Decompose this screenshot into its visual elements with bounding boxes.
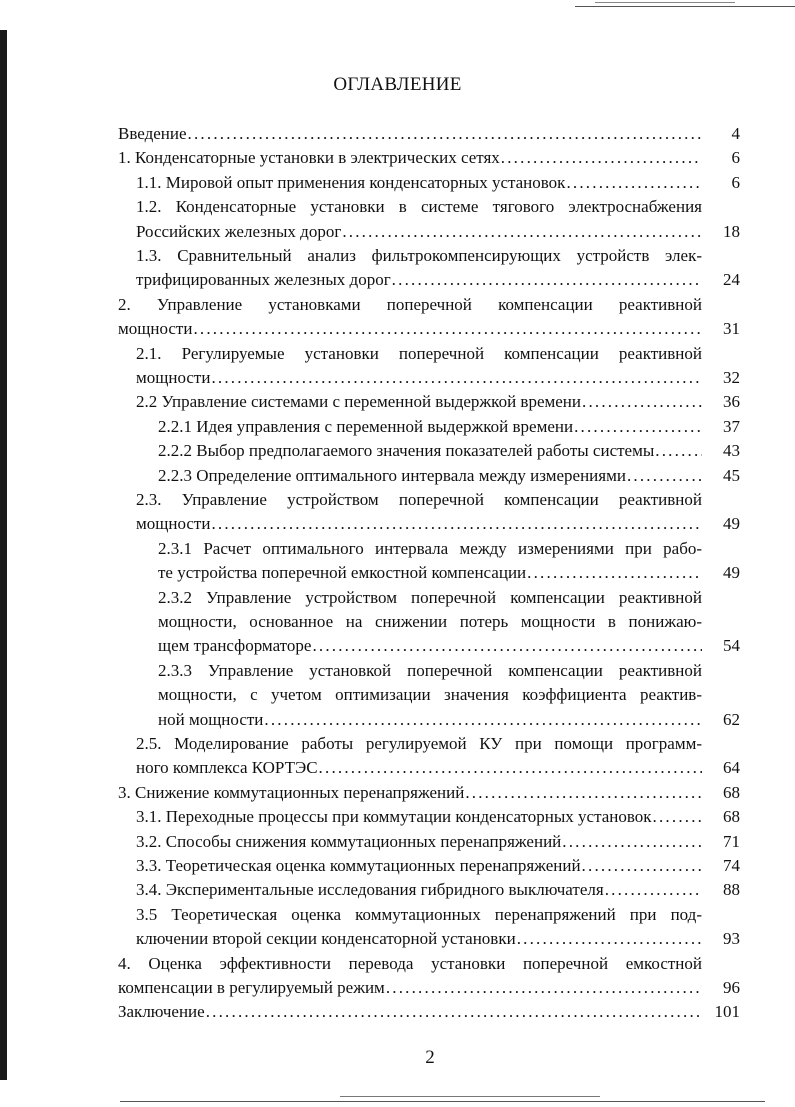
toc-entry-label: 3.2. Способы снижения коммутационных перенапряжений xyxy=(136,831,562,851)
dot-leader xyxy=(342,220,702,244)
scan-artifact-line-bottom-2 xyxy=(340,1096,600,1098)
toc-entry[interactable] xyxy=(118,244,740,293)
dot-leader xyxy=(211,512,702,536)
toc-entry-line xyxy=(158,561,702,585)
dot-leader xyxy=(193,317,702,341)
toc-entry-text xyxy=(136,732,702,781)
toc-entry[interactable] xyxy=(118,903,740,952)
toc-entry-text xyxy=(158,464,702,488)
dot-leader xyxy=(211,366,702,390)
toc-entry-text xyxy=(136,805,702,829)
scan-artifact-line-top-2 xyxy=(595,2,735,4)
toc-entry-text xyxy=(118,146,702,170)
toc-entry-label: 4. Оценка эффективности перевода установки поперечной емкостной xyxy=(118,953,702,973)
dot-leader xyxy=(582,854,702,878)
toc-entry-line xyxy=(118,781,702,805)
toc-entry-line xyxy=(118,976,702,1000)
toc-entry-line xyxy=(158,634,702,658)
toc-entry-text xyxy=(136,488,702,537)
dot-leader xyxy=(206,1000,702,1024)
toc-entry-label: мощности, с учетом оптимизации значения коэффициента реактив- xyxy=(158,685,702,705)
toc-entry-text xyxy=(158,439,702,463)
toc-entry-label: 2.3.3 Управление установкой поперечной компенсации реактивной xyxy=(158,660,702,680)
toc-page-number: 37 xyxy=(723,416,740,436)
toc-entry[interactable] xyxy=(118,952,740,1001)
toc-entry-line xyxy=(136,366,702,390)
toc-page-number: 43 xyxy=(723,441,740,461)
dot-leader xyxy=(517,927,702,951)
toc-page-number: 93 xyxy=(723,929,740,949)
toc-entry[interactable] xyxy=(118,146,740,170)
toc-page-number: 68 xyxy=(723,782,740,802)
toc-entry-text xyxy=(136,903,702,952)
toc-entry-line xyxy=(136,756,702,780)
toc-entry[interactable] xyxy=(118,415,740,439)
toc-entry-label: 2.3. Управление устройством поперечной компенсации реактивной xyxy=(136,490,702,510)
toc-entry-line xyxy=(136,805,702,829)
dot-leader xyxy=(566,171,702,195)
toc-entry[interactable] xyxy=(118,293,740,342)
toc-entry-label: 3.4. Экспериментальные исследования гибридного выключателя xyxy=(136,880,604,900)
toc-entry-text xyxy=(136,195,702,244)
toc-entry-label: 1.1. Мировой опыт применения конденсаторных установок xyxy=(136,172,566,192)
toc-entry[interactable] xyxy=(118,659,740,732)
toc-entry-line xyxy=(136,830,702,854)
dot-leader xyxy=(386,976,702,1000)
toc-entry-text xyxy=(136,390,702,414)
toc-entry-label: 1. Конденсаторные установки в электрических сетях xyxy=(118,148,500,168)
toc-entry-line xyxy=(136,268,702,292)
toc-entry[interactable] xyxy=(118,122,740,146)
toc-entry-text xyxy=(136,878,702,902)
toc-entry[interactable] xyxy=(118,830,740,854)
toc-entry-label: 2.2.3 Определение оптимального интервала между измерениями xyxy=(158,465,626,485)
toc-entry-label: 2.3.2 Управление устройством поперечной компенсации реактивной xyxy=(158,587,702,607)
toc-entry[interactable] xyxy=(118,537,740,586)
toc-page-number: 4 xyxy=(731,124,740,143)
toc-entry-label: ного комплекса КОРТЭС xyxy=(136,758,318,778)
toc-entry-label: 1.3. Сравнительный анализ фильтрокомпенсирующих устройств элек- xyxy=(136,246,702,266)
toc-page-number: 71 xyxy=(723,831,740,851)
toc-entry[interactable] xyxy=(118,488,740,537)
toc-page-number: 62 xyxy=(723,709,740,729)
toc-entry-label: компенсации в регулируемый режим xyxy=(118,978,385,998)
dot-leader xyxy=(264,708,702,732)
toc-page-number: 18 xyxy=(723,221,740,241)
toc-entry[interactable] xyxy=(118,1000,740,1024)
dot-leader xyxy=(319,756,702,780)
toc-entry-label: 3.1. Переходные процессы при коммутации конденсаторных установок xyxy=(136,807,652,827)
toc-entry-label: 3.3. Теоретическая оценка коммутационных перенапряжений xyxy=(136,856,581,876)
dot-leader xyxy=(188,122,702,146)
dot-leader xyxy=(527,561,702,585)
toc-entry-label: ключении второй секции конденсаторной установки xyxy=(136,929,516,949)
toc-entry-label: мощности xyxy=(136,368,211,387)
toc-page-number: 32 xyxy=(723,368,740,387)
toc-entry[interactable] xyxy=(118,342,740,391)
toc-page-number: 74 xyxy=(723,856,740,876)
toc-entry-text xyxy=(118,293,702,342)
toc-entry-text xyxy=(118,952,702,1001)
dot-leader xyxy=(627,464,702,488)
dot-leader xyxy=(605,878,702,902)
toc-entry-label: трифицированных железных дорог xyxy=(136,270,391,290)
toc-entry-label: мощности xyxy=(118,319,193,339)
dot-leader xyxy=(465,781,702,805)
toc-page-number: 36 xyxy=(723,392,740,412)
dot-leader xyxy=(653,805,702,829)
toc-entry-label: 3.5 Теоретическая оценка коммутационных перенапряжений при под- xyxy=(136,904,702,924)
toc-entry[interactable] xyxy=(118,732,740,781)
toc-entry-label: ной мощности xyxy=(158,709,264,729)
toc-entry-label: те устройства поперечной емкостной компенсации xyxy=(158,563,527,583)
toc-entry[interactable] xyxy=(118,171,740,195)
toc-entry-text xyxy=(158,659,702,732)
toc-entry-text xyxy=(136,342,702,391)
toc-entry-line xyxy=(136,390,702,414)
toc-entry-text xyxy=(158,537,702,586)
toc-entry[interactable] xyxy=(118,390,740,414)
scan-edge-bar xyxy=(0,30,7,1080)
toc-entry-line xyxy=(136,171,702,195)
toc-page-number: 101 xyxy=(714,1002,740,1022)
toc-entry-text xyxy=(118,1000,702,1024)
toc-page-number: 88 xyxy=(723,880,740,900)
toc-entry-label: 2.5. Моделирование работы регулируемой КУ при помощи программ- xyxy=(136,734,702,753)
toc-entry-label: мощности xyxy=(136,514,211,534)
toc-entry[interactable] xyxy=(118,195,740,244)
toc-entry-text xyxy=(118,122,702,146)
toc-page-number: 6 xyxy=(731,172,740,192)
scan-artifact-line-top xyxy=(575,6,795,8)
toc-page-number: 49 xyxy=(723,563,740,583)
toc-entry[interactable] xyxy=(118,781,740,805)
toc-entry[interactable] xyxy=(118,854,740,878)
toc-entry-line xyxy=(136,878,702,902)
dot-leader xyxy=(501,146,702,170)
toc-entry-text xyxy=(136,244,702,293)
page-title: ОГЛАВЛЕНИЕ xyxy=(333,74,462,95)
toc-entry[interactable] xyxy=(118,805,740,829)
toc-entry-label: Российских железных дорог xyxy=(136,221,342,241)
dot-leader xyxy=(562,830,702,854)
toc-entry[interactable] xyxy=(118,586,740,659)
toc-page-number: 31 xyxy=(723,319,740,339)
toc-entry-label: 2.2 Управление системами с переменной выдержкой времени xyxy=(136,392,581,412)
toc-entry-line xyxy=(136,220,702,244)
toc-entry-label: 2. Управление установками поперечной компенсации реактивной xyxy=(118,294,702,314)
table-of-contents xyxy=(118,122,740,1025)
toc-entry-line xyxy=(118,317,702,341)
toc-page-number: 96 xyxy=(723,978,740,998)
toc-entry-label: 2.2.2 Выбор предполагаемого значения показателей работы системы xyxy=(158,441,655,461)
toc-page-number: 24 xyxy=(723,270,740,290)
toc-entry-line xyxy=(158,439,702,463)
dot-leader xyxy=(655,439,702,463)
toc-entry-text xyxy=(158,586,702,659)
dot-leader xyxy=(582,390,702,414)
toc-page-number: 49 xyxy=(723,514,740,534)
toc-entry-line xyxy=(118,122,702,146)
toc-entry-label: Заключение xyxy=(118,1002,205,1022)
toc-entry-line xyxy=(158,708,702,732)
toc-entry-line xyxy=(158,415,702,439)
scan-artifact-line-bottom xyxy=(120,1101,765,1103)
toc-entry-text xyxy=(136,830,702,854)
toc-entry-label: 1.2. Конденсаторные установки в системе тягового электроснабжения xyxy=(136,197,702,217)
toc-page-number: 68 xyxy=(723,807,740,827)
toc-entry[interactable] xyxy=(118,439,740,463)
toc-entry-line xyxy=(158,464,702,488)
toc-entry-line xyxy=(136,512,702,536)
dot-leader xyxy=(312,634,702,658)
toc-entry-label: 3. Снижение коммутационных перенапряжений xyxy=(118,782,465,802)
toc-entry[interactable] xyxy=(118,464,740,488)
toc-entry-label: Введение xyxy=(118,124,187,143)
toc-entry-label: щем трансформаторе xyxy=(158,636,312,656)
dot-leader xyxy=(574,415,702,439)
toc-page-number: 64 xyxy=(723,758,740,778)
toc-entry-label: 2.1. Регулируемые установки поперечной компенсации реактивной xyxy=(136,343,702,363)
toc-entry-text xyxy=(136,854,702,878)
page-number: 2 xyxy=(425,1047,435,1068)
dot-leader xyxy=(392,268,702,292)
toc-page-number: 6 xyxy=(731,148,740,168)
toc-entry[interactable] xyxy=(118,878,740,902)
toc-entry-line xyxy=(136,854,702,878)
toc-page-number: 45 xyxy=(723,465,740,485)
toc-entry-line xyxy=(118,1000,702,1024)
toc-entry-label: мощности, основанное на снижении потерь мощности в понижаю- xyxy=(158,612,702,632)
toc-entry-text xyxy=(158,415,702,439)
toc-entry-label: 2.3.1 Расчет оптимального интервала между измерениями при рабо- xyxy=(158,538,702,558)
toc-page-number: 54 xyxy=(723,636,740,656)
toc-entry-line xyxy=(136,927,702,951)
toc-entry-label: 2.2.1 Идея управления с переменной выдержкой времени xyxy=(158,416,574,436)
toc-entry-text xyxy=(118,781,702,805)
toc-entry-line xyxy=(118,146,702,170)
toc-entry-text xyxy=(136,171,702,195)
